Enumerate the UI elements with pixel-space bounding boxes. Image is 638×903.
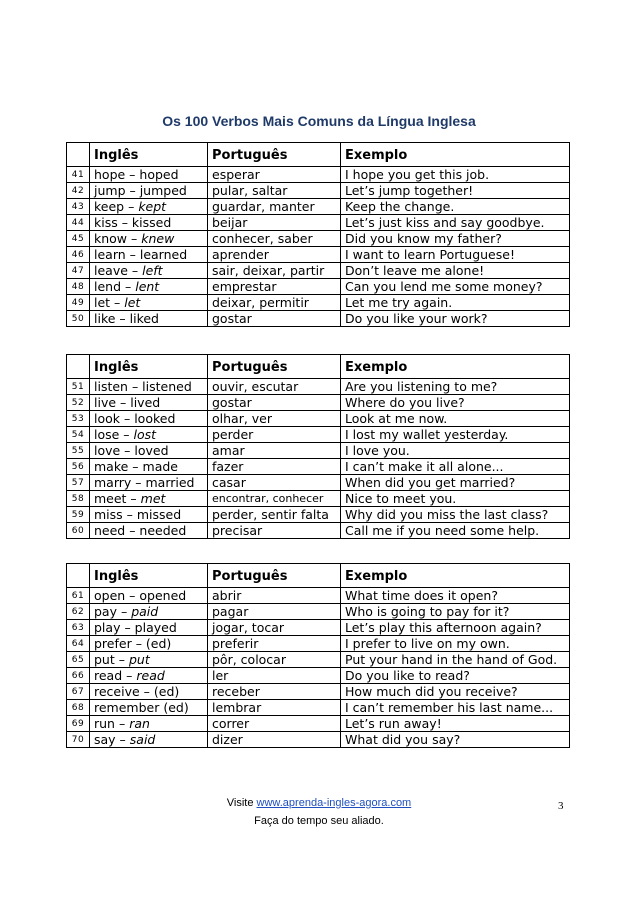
english-verb-cell bbox=[90, 475, 208, 491]
number-column-header bbox=[67, 143, 90, 167]
table-row bbox=[67, 247, 570, 263]
table-row bbox=[67, 311, 570, 327]
verb-forms: pay – bbox=[94, 603, 132, 619]
example-sentence-cell: Nice to meet you. bbox=[341, 491, 570, 507]
english-column-header: Inglês bbox=[90, 355, 208, 379]
verb-forms: miss – missed bbox=[94, 506, 182, 522]
english-verb-cell bbox=[90, 459, 208, 475]
english-verb-cell bbox=[90, 668, 208, 684]
verb-forms: prefer – (ed) bbox=[94, 635, 172, 651]
portuguese-translation-cell: amar bbox=[208, 443, 341, 459]
table-body bbox=[67, 167, 570, 327]
verb-forms: hope – hoped bbox=[94, 166, 179, 182]
english-verb-cell bbox=[90, 231, 208, 247]
english-verb-cell bbox=[90, 588, 208, 604]
portuguese-translation-cell: receber bbox=[208, 684, 341, 700]
row-number: 56 bbox=[67, 459, 90, 475]
verb-forms: like – liked bbox=[94, 310, 159, 326]
table-row bbox=[67, 636, 570, 652]
table-row bbox=[67, 443, 570, 459]
portuguese-translation-cell: dizer bbox=[208, 732, 341, 748]
english-verb-cell bbox=[90, 263, 208, 279]
table-row bbox=[67, 620, 570, 636]
english-verb-cell bbox=[90, 636, 208, 652]
row-number: 42 bbox=[67, 183, 90, 199]
verbs-table-3 bbox=[66, 563, 570, 748]
portuguese-column-header: Português bbox=[208, 143, 341, 167]
verb-forms: leave – bbox=[94, 262, 143, 278]
row-number: 57 bbox=[67, 475, 90, 491]
english-verb-cell bbox=[90, 279, 208, 295]
footer-visit-line bbox=[0, 797, 638, 809]
row-number: 49 bbox=[67, 295, 90, 311]
example-sentence-cell: What did you say? bbox=[341, 732, 570, 748]
table-row bbox=[67, 395, 570, 411]
english-verb-cell bbox=[90, 411, 208, 427]
english-verb-cell bbox=[90, 652, 208, 668]
table-row bbox=[67, 732, 570, 748]
number-column-header bbox=[67, 564, 90, 588]
irregular-past-form: let bbox=[124, 294, 141, 310]
example-sentence-cell: What time does it open? bbox=[341, 588, 570, 604]
row-number: 59 bbox=[67, 507, 90, 523]
row-number: 66 bbox=[67, 668, 90, 684]
example-sentence-cell: Keep the change. bbox=[341, 199, 570, 215]
verbs-table-2 bbox=[66, 354, 570, 539]
portuguese-translation-cell: jogar, tocar bbox=[208, 620, 341, 636]
row-number: 47 bbox=[67, 263, 90, 279]
verb-forms: look – looked bbox=[94, 410, 176, 426]
table-row bbox=[67, 652, 570, 668]
table-row bbox=[67, 183, 570, 199]
verb-forms: listen – listened bbox=[94, 378, 192, 394]
row-number: 46 bbox=[67, 247, 90, 263]
table-row bbox=[67, 231, 570, 247]
english-verb-cell bbox=[90, 620, 208, 636]
table-row bbox=[67, 379, 570, 395]
example-sentence-cell: I love you. bbox=[341, 443, 570, 459]
irregular-past-form: knew bbox=[141, 230, 175, 246]
row-number: 69 bbox=[67, 716, 90, 732]
english-verb-cell bbox=[90, 684, 208, 700]
table-row bbox=[67, 668, 570, 684]
verb-forms: say – bbox=[94, 731, 130, 747]
verb-forms: learn – learned bbox=[94, 246, 188, 262]
portuguese-translation-cell: deixar, permitir bbox=[208, 295, 341, 311]
example-column-header: Exemplo bbox=[341, 564, 570, 588]
table-row bbox=[67, 507, 570, 523]
example-column-header: Exemplo bbox=[341, 355, 570, 379]
example-sentence-cell: I hope you get this job. bbox=[341, 167, 570, 183]
example-column-header: Exemplo bbox=[341, 143, 570, 167]
row-number: 55 bbox=[67, 443, 90, 459]
row-number: 45 bbox=[67, 231, 90, 247]
verb-forms: make – made bbox=[94, 458, 178, 474]
table-row bbox=[67, 215, 570, 231]
verb-forms: keep – bbox=[94, 198, 139, 214]
example-sentence-cell: Don’t leave me alone! bbox=[341, 263, 570, 279]
portuguese-translation-cell: abrir bbox=[208, 588, 341, 604]
row-number: 65 bbox=[67, 652, 90, 668]
verb-forms: let – bbox=[94, 294, 125, 310]
example-sentence-cell: Let’s jump together! bbox=[341, 183, 570, 199]
table-row bbox=[67, 604, 570, 620]
english-verb-cell bbox=[90, 523, 208, 539]
portuguese-translation-cell: gostar bbox=[208, 395, 341, 411]
portuguese-translation-cell: perder bbox=[208, 427, 341, 443]
table-row bbox=[67, 411, 570, 427]
table-row bbox=[67, 684, 570, 700]
irregular-past-form: left bbox=[142, 262, 163, 278]
example-sentence-cell: Who is going to pay for it? bbox=[341, 604, 570, 620]
row-number: 54 bbox=[67, 427, 90, 443]
portuguese-translation-cell: olhar, ver bbox=[208, 411, 341, 427]
english-verb-cell bbox=[90, 215, 208, 231]
example-sentence-cell: Are you listening to me? bbox=[341, 379, 570, 395]
english-verb-cell bbox=[90, 295, 208, 311]
irregular-past-form: ran bbox=[129, 715, 150, 731]
example-sentence-cell: When did you get married? bbox=[341, 475, 570, 491]
table-header-row bbox=[67, 355, 570, 379]
english-verb-cell bbox=[90, 247, 208, 263]
table-row bbox=[67, 475, 570, 491]
example-sentence-cell: I can’t make it all alone... bbox=[341, 459, 570, 475]
table-header-row bbox=[67, 564, 570, 588]
example-sentence-cell: I can’t remember his last name... bbox=[341, 700, 570, 716]
verb-forms: meet – bbox=[94, 490, 141, 506]
portuguese-translation-cell: pagar bbox=[208, 604, 341, 620]
irregular-past-form: paid bbox=[131, 603, 159, 619]
row-number: 68 bbox=[67, 700, 90, 716]
verb-forms: jump – jumped bbox=[94, 182, 187, 198]
portuguese-translation-cell: lembrar bbox=[208, 700, 341, 716]
portuguese-translation-cell: encontrar, conhecer bbox=[208, 491, 341, 507]
verbs-table-1 bbox=[66, 142, 570, 327]
english-verb-cell bbox=[90, 443, 208, 459]
english-verb-cell bbox=[90, 395, 208, 411]
example-sentence-cell: Where do you live? bbox=[341, 395, 570, 411]
footer-slogan: Faça do tempo seu aliado. bbox=[254, 815, 384, 827]
portuguese-translation-cell: pôr, colocar bbox=[208, 652, 341, 668]
verb-forms: run – bbox=[94, 715, 130, 731]
table-row bbox=[67, 491, 570, 507]
verb-forms: receive – (ed) bbox=[94, 683, 180, 699]
english-verb-cell bbox=[90, 491, 208, 507]
number-column-header bbox=[67, 355, 90, 379]
row-number: 52 bbox=[67, 395, 90, 411]
portuguese-translation-cell: preferir bbox=[208, 636, 341, 652]
irregular-past-form: said bbox=[129, 731, 156, 747]
english-verb-cell bbox=[90, 700, 208, 716]
verb-forms: play – played bbox=[94, 619, 177, 635]
english-verb-cell bbox=[90, 199, 208, 215]
irregular-past-form: read bbox=[136, 667, 165, 683]
row-number: 70 bbox=[67, 732, 90, 748]
row-number: 44 bbox=[67, 215, 90, 231]
page-number: 3 bbox=[558, 800, 564, 812]
verb-forms: lend – bbox=[94, 278, 136, 294]
english-column-header: Inglês bbox=[90, 564, 208, 588]
row-number: 67 bbox=[67, 684, 90, 700]
portuguese-translation-cell: guardar, manter bbox=[208, 199, 341, 215]
table-body bbox=[67, 588, 570, 748]
example-sentence-cell: Look at me now. bbox=[341, 411, 570, 427]
verb-forms: marry – married bbox=[94, 474, 195, 490]
english-verb-cell bbox=[90, 379, 208, 395]
table-row bbox=[67, 459, 570, 475]
verb-forms: live – lived bbox=[94, 394, 161, 410]
verb-forms: lose – bbox=[94, 426, 134, 442]
portuguese-translation-cell: sair, deixar, partir bbox=[208, 263, 341, 279]
page-title: Os 100 Verbos Mais Comuns da Língua Inglesa bbox=[162, 113, 476, 129]
example-sentence-cell: Did you know my father? bbox=[341, 231, 570, 247]
table-row bbox=[67, 588, 570, 604]
example-sentence-cell: I prefer to live on my own. bbox=[341, 636, 570, 652]
table-body bbox=[67, 379, 570, 539]
row-number: 53 bbox=[67, 411, 90, 427]
row-number: 61 bbox=[67, 588, 90, 604]
portuguese-translation-cell: esperar bbox=[208, 167, 341, 183]
footer-visit-label: Visite bbox=[226, 797, 257, 809]
portuguese-translation-cell: precisar bbox=[208, 523, 341, 539]
portuguese-translation-cell: fazer bbox=[208, 459, 341, 475]
example-sentence-cell: Why did you miss the last class? bbox=[341, 507, 570, 523]
example-sentence-cell: Do you like to read? bbox=[341, 668, 570, 684]
verb-forms: love – loved bbox=[94, 442, 169, 458]
irregular-past-form: put bbox=[128, 651, 150, 667]
verb-forms: open – opened bbox=[94, 587, 187, 603]
english-verb-cell bbox=[90, 732, 208, 748]
row-number: 64 bbox=[67, 636, 90, 652]
portuguese-translation-cell: beijar bbox=[208, 215, 341, 231]
verb-forms: know – bbox=[94, 230, 142, 246]
irregular-past-form: met bbox=[140, 490, 166, 506]
english-verb-cell bbox=[90, 311, 208, 327]
example-sentence-cell: Put your hand in the hand of God. bbox=[341, 652, 570, 668]
english-verb-cell bbox=[90, 167, 208, 183]
irregular-past-form: kept bbox=[138, 198, 167, 214]
website-link[interactable]: www.aprenda-ingles-agora.com bbox=[256, 797, 412, 809]
row-number: 58 bbox=[67, 491, 90, 507]
english-verb-cell bbox=[90, 507, 208, 523]
portuguese-translation-cell: casar bbox=[208, 475, 341, 491]
example-sentence-cell: Let me try again. bbox=[341, 295, 570, 311]
example-sentence-cell: Let’s just kiss and say goodbye. bbox=[341, 215, 570, 231]
example-sentence-cell: I want to learn Portuguese! bbox=[341, 247, 570, 263]
row-number: 48 bbox=[67, 279, 90, 295]
portuguese-translation-cell: emprestar bbox=[208, 279, 341, 295]
example-sentence-cell: Let’s run away! bbox=[341, 716, 570, 732]
example-sentence-cell: Call me if you need some help. bbox=[341, 523, 570, 539]
row-number: 51 bbox=[67, 379, 90, 395]
verb-forms: need – needed bbox=[94, 522, 187, 538]
table-row bbox=[67, 279, 570, 295]
table-row bbox=[67, 523, 570, 539]
row-number: 60 bbox=[67, 523, 90, 539]
example-sentence-cell: I lost my wallet yesterday. bbox=[341, 427, 570, 443]
portuguese-translation-cell: correr bbox=[208, 716, 341, 732]
table-row bbox=[67, 263, 570, 279]
english-verb-cell bbox=[90, 716, 208, 732]
table-row bbox=[67, 700, 570, 716]
portuguese-translation-cell: aprender bbox=[208, 247, 341, 263]
table-row bbox=[67, 199, 570, 215]
portuguese-translation-cell: ouvir, escutar bbox=[208, 379, 341, 395]
portuguese-translation-cell: conhecer, saber bbox=[208, 231, 341, 247]
verb-forms: read – bbox=[94, 667, 137, 683]
portuguese-column-header: Português bbox=[208, 355, 341, 379]
english-verb-cell bbox=[90, 427, 208, 443]
example-sentence-cell: How much did you receive? bbox=[341, 684, 570, 700]
portuguese-translation-cell: ler bbox=[208, 668, 341, 684]
row-number: 43 bbox=[67, 199, 90, 215]
portuguese-translation-cell: gostar bbox=[208, 311, 341, 327]
portuguese-translation-cell: perder, sentir falta bbox=[208, 507, 341, 523]
verb-forms: put – bbox=[94, 651, 129, 667]
table-header-row bbox=[67, 143, 570, 167]
table-row bbox=[67, 295, 570, 311]
verb-forms: kiss – kissed bbox=[94, 214, 172, 230]
verb-forms: remember (ed) bbox=[94, 699, 189, 715]
example-sentence-cell: Can you lend me some money? bbox=[341, 279, 570, 295]
english-verb-cell bbox=[90, 183, 208, 199]
table-row bbox=[67, 716, 570, 732]
irregular-past-form: lent bbox=[135, 278, 160, 294]
row-number: 41 bbox=[67, 167, 90, 183]
table-row bbox=[67, 167, 570, 183]
row-number: 63 bbox=[67, 620, 90, 636]
example-sentence-cell: Let’s play this afternoon again? bbox=[341, 620, 570, 636]
table-row bbox=[67, 427, 570, 443]
english-column-header: Inglês bbox=[90, 143, 208, 167]
portuguese-column-header: Português bbox=[208, 564, 341, 588]
irregular-past-form: lost bbox=[133, 426, 157, 442]
example-sentence-cell: Do you like your work? bbox=[341, 311, 570, 327]
portuguese-translation-cell: pular, saltar bbox=[208, 183, 341, 199]
row-number: 50 bbox=[67, 311, 90, 327]
row-number: 62 bbox=[67, 604, 90, 620]
english-verb-cell bbox=[90, 604, 208, 620]
